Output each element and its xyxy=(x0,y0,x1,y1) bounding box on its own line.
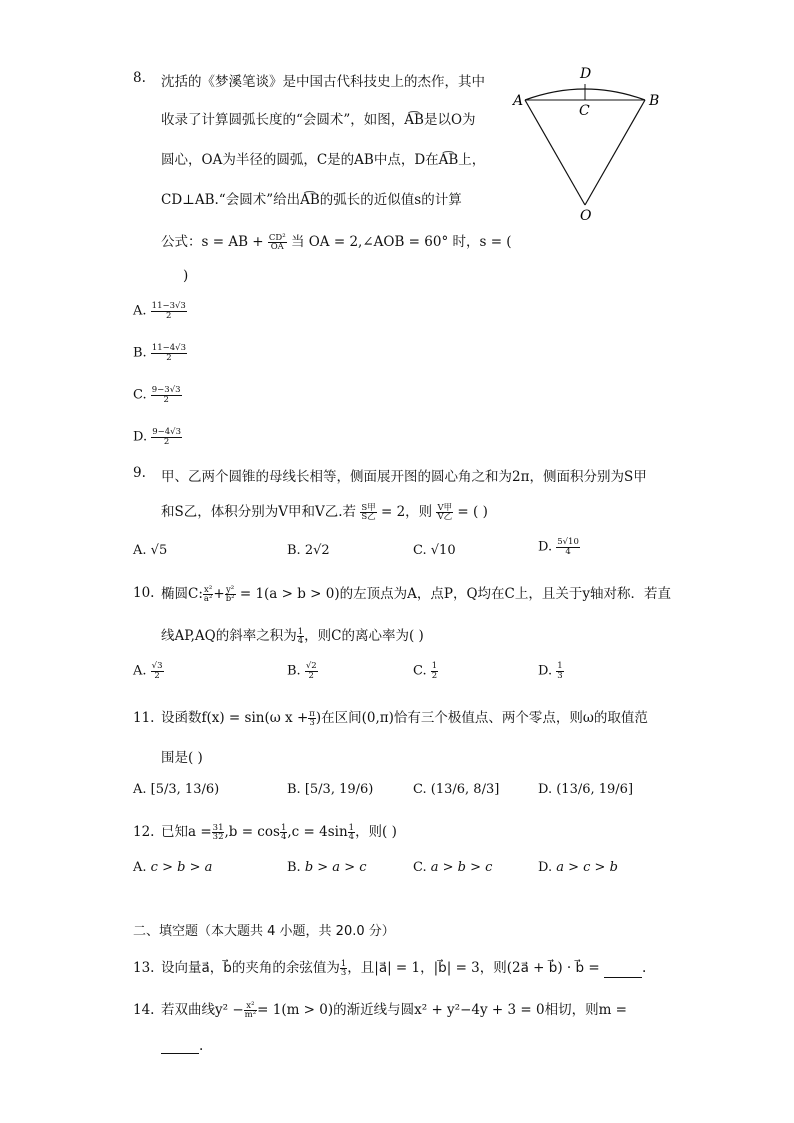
question-text-line xyxy=(161,956,646,978)
option-c[interactable] xyxy=(413,782,499,797)
question-text-line: 围是( ) xyxy=(161,750,203,766)
option-letter: B. xyxy=(287,860,301,875)
text-segment: = 2，则 xyxy=(380,504,433,520)
fraction-denominator: S乙 xyxy=(361,512,376,522)
option-value: 2√2 xyxy=(304,543,330,558)
option-value: a > b > c xyxy=(430,860,493,875)
formula-text: 公式：s = AB + xyxy=(161,234,264,250)
fraction-numerator: 1 xyxy=(280,822,287,833)
fraction-denominator: 2 xyxy=(166,310,172,321)
option-letter: C. xyxy=(413,663,427,679)
fraction-denominator: 4 xyxy=(348,832,355,842)
fraction xyxy=(556,538,580,556)
question-number: 12. xyxy=(133,824,155,840)
question-text-line: CD⊥AB.“会圆术”给出A͡B的弧长的近似值s的计算 xyxy=(161,192,462,208)
option-a[interactable] xyxy=(133,302,187,320)
fraction-numerator: S甲 xyxy=(361,502,376,513)
fraction-denominator: m² xyxy=(244,1010,257,1020)
text-segment: = ( ) xyxy=(457,504,488,520)
fraction xyxy=(360,504,376,522)
question-text-line xyxy=(161,230,512,252)
fraction-denominator: 4 xyxy=(565,546,571,557)
fraction-numerator: √3 xyxy=(151,661,163,671)
question-text-line: ) xyxy=(183,268,189,284)
fraction xyxy=(244,1002,257,1020)
fraction-denominator: 2 xyxy=(431,670,438,681)
text-segment: + xyxy=(213,586,225,602)
fraction xyxy=(308,710,316,728)
fraction-numerator: π xyxy=(309,708,315,719)
option-c[interactable] xyxy=(413,860,492,875)
fraction xyxy=(151,662,164,680)
option-value: (13/6, 8/3] xyxy=(430,782,500,797)
option-letter: B. xyxy=(287,543,301,558)
option-d[interactable] xyxy=(133,428,182,446)
arc-figure xyxy=(505,60,665,225)
option-letter: D. xyxy=(538,539,553,555)
text-segment: = 1(m > 0)的渐近线与圆x² + y²−4y + 3 = 0相切，则m = xyxy=(257,1002,627,1018)
fraction-numerator: 31 xyxy=(212,822,224,833)
question-text-line xyxy=(161,1038,203,1054)
fraction xyxy=(151,386,182,404)
label-C: C xyxy=(579,103,590,119)
option-value: [5/3, 13/6) xyxy=(150,782,220,797)
option-letter: D. xyxy=(538,663,553,679)
fraction-numerator: 9−3√3 xyxy=(151,385,181,395)
option-value: c > b > a xyxy=(150,860,213,875)
question-text-line: 甲、乙两个圆锥的母线长相等，侧面展开图的圆心角之和为2π，侧面积分别为S甲 xyxy=(161,469,647,485)
text-segment: 椭圆C: xyxy=(161,586,203,602)
fraction-denominator: 3 xyxy=(340,968,347,978)
fraction xyxy=(305,662,318,680)
text-segment: 和S乙，体积分别为V甲和V乙.若 xyxy=(161,504,357,520)
option-letter: C. xyxy=(413,782,427,797)
text-segment: 线AP,AQ的斜率之积为 xyxy=(161,628,297,644)
option-a[interactable] xyxy=(133,782,219,797)
fraction-denominator: 3 xyxy=(309,718,315,728)
fraction xyxy=(268,234,287,252)
fraction-denominator: 2 xyxy=(163,394,169,405)
fraction xyxy=(203,586,213,604)
fraction-numerator: CD² xyxy=(268,232,286,243)
text-segment: 若双曲线y² − xyxy=(161,1002,244,1018)
option-letter: D. xyxy=(538,860,553,875)
question-text-line: 圆心，OA为半径的圆弧，C是的AB中点，D在A͡B上， xyxy=(161,152,486,168)
option-letter: B. xyxy=(287,782,301,797)
question-number: 13. xyxy=(133,960,155,976)
question-text-line xyxy=(161,500,488,522)
fraction-numerator: 1 xyxy=(557,661,563,671)
label-D: D xyxy=(580,66,592,82)
fraction-numerator: 5√10 xyxy=(557,537,579,547)
text-segment: ，且|a⃗| = 1，|b⃗| = 3，则(2a⃗ + b⃗) · b⃗ = xyxy=(347,960,600,976)
option-a[interactable] xyxy=(133,860,212,875)
option-value: (13/6, 19/6] xyxy=(556,782,634,797)
fraction xyxy=(348,824,355,842)
option-d[interactable] xyxy=(538,538,580,556)
text-segment: . xyxy=(641,960,647,976)
answer-blank[interactable] xyxy=(604,965,642,978)
option-value: [5/3, 19/6) xyxy=(304,782,374,797)
formula-text: 当 OA = 2,∠AOB = 60° 时，s = ( xyxy=(290,234,512,250)
question-number: 9. xyxy=(133,465,146,481)
option-d[interactable] xyxy=(538,860,618,875)
text-segment: ，则( ) xyxy=(355,824,397,840)
option-a[interactable] xyxy=(133,543,167,558)
text-segment: ，则C的离心率为( ) xyxy=(304,628,424,644)
fraction-numerator: 1 xyxy=(297,626,304,637)
fraction-numerator: x² xyxy=(204,584,213,595)
fraction-denominator: b² xyxy=(225,594,235,604)
question-number: 8. xyxy=(133,70,146,86)
text-segment: 设函数f(x) = sin(ω x + xyxy=(161,710,309,726)
label-O: O xyxy=(580,208,592,224)
text-segment: . xyxy=(199,1038,204,1054)
option-value: √5 xyxy=(150,543,168,558)
option-value: b > a > c xyxy=(304,860,367,875)
fraction-numerator: 1 xyxy=(431,661,438,671)
question-number: 14. xyxy=(133,1002,155,1018)
fraction-denominator: 2 xyxy=(166,352,172,363)
option-letter: B. xyxy=(133,345,147,361)
option-b[interactable] xyxy=(287,662,318,680)
option-d[interactable] xyxy=(538,782,633,797)
question-number: 11. xyxy=(133,710,155,726)
label-A: A xyxy=(513,93,524,109)
option-b[interactable] xyxy=(287,860,367,875)
fraction-denominator: a² xyxy=(203,594,213,604)
answer-blank[interactable] xyxy=(161,1041,199,1054)
fraction-denominator: 2 xyxy=(163,436,170,447)
option-letter: B. xyxy=(287,663,301,679)
option-letter: C. xyxy=(413,860,427,875)
fraction xyxy=(436,504,453,522)
option-d[interactable] xyxy=(538,662,564,680)
text-segment: = 1(a > b > 0)的左顶点为A，点P，Q均在C上，且关于y轴对称．若直 xyxy=(239,586,671,602)
question-text-line: 收录了计算圆弧长度的“会圆术”，如图，A͡B是以O为 xyxy=(161,112,476,128)
text-segment: 已知a = xyxy=(161,824,212,840)
option-b[interactable] xyxy=(287,543,330,558)
option-b[interactable] xyxy=(133,344,187,362)
option-b[interactable] xyxy=(287,782,373,797)
fraction-numerator: 1 xyxy=(348,822,355,833)
option-value: √10 xyxy=(430,543,456,558)
option-letter: D. xyxy=(538,782,553,797)
option-c[interactable] xyxy=(413,662,438,680)
question-text-line xyxy=(161,624,424,646)
text-segment: ,b = cos xyxy=(224,824,280,840)
option-letter: A. xyxy=(133,303,147,319)
fraction xyxy=(151,428,182,446)
option-c[interactable] xyxy=(413,543,456,558)
option-value: a > c > b xyxy=(556,860,618,875)
question-text-line: 沈括的《梦溪笔谈》是中国古代科技史上的杰作，其中 xyxy=(161,74,485,90)
question-text-line xyxy=(161,582,671,604)
fraction-denominator: OA xyxy=(270,242,284,252)
fraction-denominator: 2 xyxy=(154,670,160,681)
fraction-denominator: 4 xyxy=(297,636,304,646)
question-number: 10. xyxy=(133,585,155,601)
fraction-denominator: V乙 xyxy=(437,512,453,522)
option-letter: A. xyxy=(133,663,147,679)
radius-OA xyxy=(525,100,585,205)
option-letter: C. xyxy=(133,387,147,403)
question-text-line xyxy=(161,998,627,1020)
text-segment: ,c = 4sin xyxy=(287,824,348,840)
fraction xyxy=(556,662,563,680)
fraction-numerator: 11−4√3 xyxy=(151,343,186,353)
option-a[interactable] xyxy=(133,662,164,680)
section-heading: 二、填空题（本大题共 4 小题，共 20.0 分） xyxy=(133,924,395,939)
fraction xyxy=(225,586,236,604)
fraction-numerator: 9−4√3 xyxy=(152,427,181,437)
radius-OB xyxy=(585,100,645,205)
option-letter: D. xyxy=(133,429,148,445)
fraction-denominator: 32 xyxy=(212,832,224,842)
fraction-numerator: y² xyxy=(226,584,235,595)
fraction xyxy=(212,824,225,842)
fraction-numerator: 11−3√3 xyxy=(151,301,186,311)
fraction-denominator: 3 xyxy=(557,670,563,681)
fraction-denominator: 2 xyxy=(308,670,314,681)
text-segment: 设向量a⃗，b⃗的夹角的余弦值为 xyxy=(161,960,340,976)
text-segment: )在区间(0,π)恰有三个极值点、两个零点，则ω的取值范 xyxy=(315,710,648,726)
fraction-denominator: 4 xyxy=(280,832,287,842)
fraction-numerator: √2 xyxy=(305,661,317,671)
fraction xyxy=(151,302,187,320)
fraction-numerator: 1 xyxy=(340,958,347,969)
fraction-numerator: V甲 xyxy=(437,502,453,513)
option-c[interactable] xyxy=(133,386,182,404)
fraction xyxy=(431,662,438,680)
option-letter: C. xyxy=(413,543,427,558)
option-letter: A. xyxy=(133,860,147,875)
question-text-line xyxy=(161,706,648,728)
fraction xyxy=(151,344,187,362)
option-letter: A. xyxy=(133,543,147,558)
label-B: B xyxy=(649,93,660,109)
fraction-numerator: x² xyxy=(244,1002,257,1012)
option-letter: A. xyxy=(133,782,147,797)
question-text-line xyxy=(161,820,397,842)
